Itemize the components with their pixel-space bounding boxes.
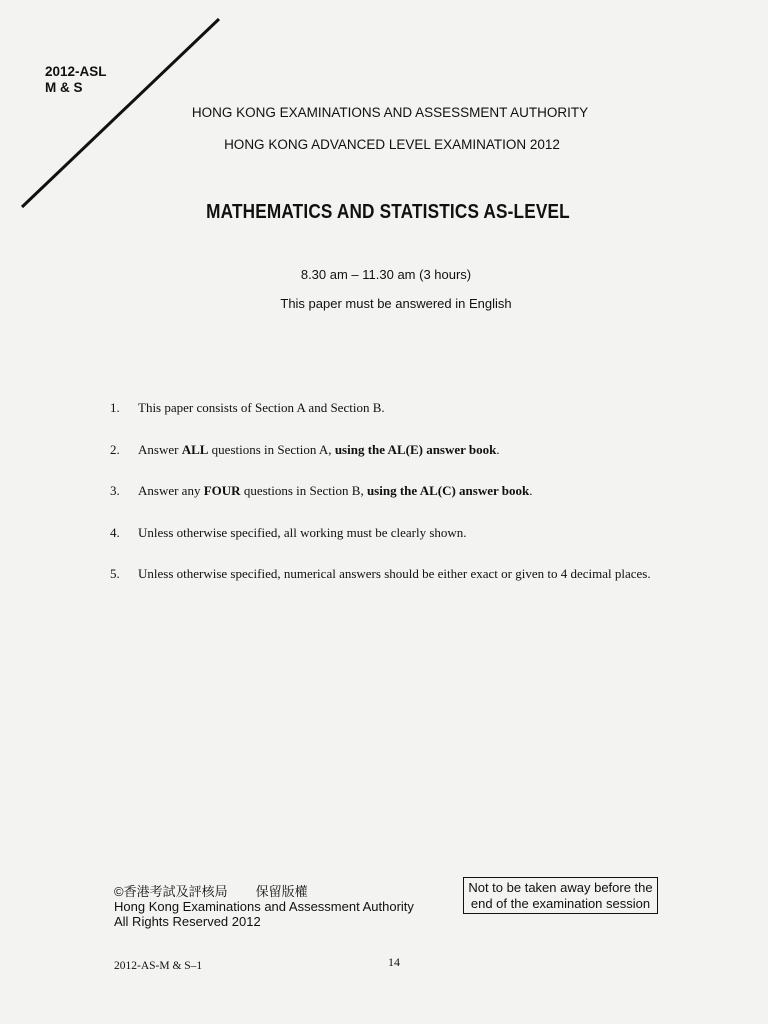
instruction-text [138, 400, 385, 416]
instruction-text-part: . [496, 441, 500, 457]
copyright-cn-org [114, 884, 228, 899]
instruction-number: 4. [110, 524, 120, 540]
instruction-text-part: questions in Section B, [240, 483, 367, 498]
instruction-text-part: This paper consists of Section A and Section B. [138, 400, 385, 415]
instruction-item [110, 481, 710, 501]
instruction-item [110, 440, 710, 460]
page-title: MATHEMATICS AND STATISTICS AS-LEVEL [206, 201, 570, 223]
instruction-text-part: . [529, 483, 533, 498]
chinese-org-name: 香港考試及評核局 [123, 884, 228, 899]
chinese-rights: 保留版權 [255, 884, 308, 899]
footer-paper-code: 2012-AS-M & S–1 [114, 960, 203, 972]
examination-heading: HONG KONG ADVANCED LEVEL EXAMINATION 2012 [224, 137, 560, 152]
copyright-block [114, 884, 414, 929]
paper-code-line2: M & S [45, 80, 83, 95]
paper-code [45, 64, 107, 96]
instruction-number: 2. [110, 441, 120, 457]
instruction-emphasis: using the AL(C) answer book [366, 483, 530, 498]
instruction-number: 1. [110, 400, 120, 415]
instruction-item [110, 523, 710, 543]
instruction-text-part: Answer [138, 441, 182, 457]
instruction-emphasis: ALL [181, 441, 209, 457]
page-number: 14 [388, 955, 400, 969]
instruction-text-part: questions in Section A, [208, 441, 335, 457]
authority-heading: HONG KONG EXAMINATIONS AND ASSESSMENT AUTHORITY [191, 105, 589, 120]
notice-line1: Not to be taken away before the [468, 880, 653, 895]
instructions-list [110, 398, 710, 606]
instruction-text [138, 442, 500, 458]
rights-reserved: All Rights Reserved 2012 [114, 914, 261, 929]
language-note: This paper must be answered in English [280, 296, 512, 311]
instruction-item [110, 398, 710, 418]
paper-code-line1: 2012-ASL [45, 64, 107, 79]
english-org-name: Hong Kong Examinations and Assessment Authority [114, 899, 414, 914]
instruction-text-part: Answer any [138, 483, 204, 498]
instruction-item [110, 564, 710, 584]
instruction-emphasis: FOUR [203, 483, 241, 498]
exam-time: 8.30 am – 11.30 am (3 hours) [300, 267, 472, 282]
instruction-text-part: Unless otherwise specified, all working must be clearly shown. [138, 524, 467, 540]
instruction-text-part: Unless otherwise specified, numerical answers should be either exact or given to 4 decimal places. [138, 566, 651, 581]
notice-box [463, 877, 658, 914]
instruction-text [138, 483, 533, 499]
instruction-emphasis: using the AL(E) answer book [334, 441, 497, 457]
instruction-number: 3. [110, 483, 120, 498]
copyright-icon: © [114, 884, 124, 899]
instruction-number: 5. [110, 566, 120, 581]
notice-line2: end of the examination session [470, 896, 651, 911]
instruction-text [138, 525, 467, 541]
instruction-text [138, 566, 651, 582]
